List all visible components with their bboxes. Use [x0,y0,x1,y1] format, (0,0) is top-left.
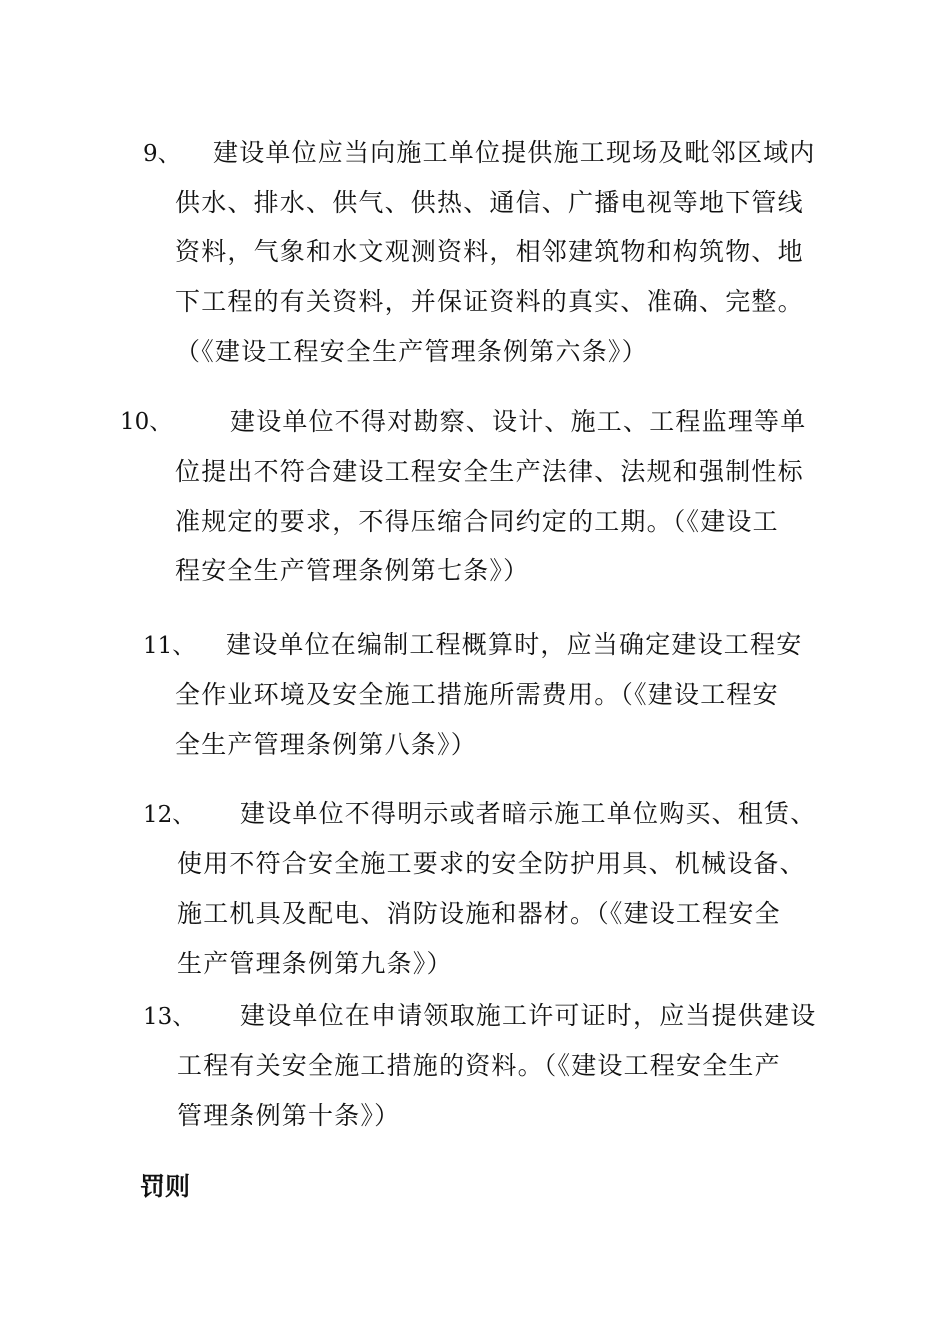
item-text-line: 下工程的有关资料，并保证资料的真实、准确、完整。 [175,287,804,316]
item-text-line: 程安全生产管理条例第七条》） [175,556,530,585]
item-text-line: 建设单位在申请领取施工许可证时，应当提供建设 [240,1001,817,1030]
item-text-line: 建设单位在编制工程概算时，应当确定建设工程安 [226,630,803,659]
item-text-line: 准规定的要求，不得压缩合同约定的工期。（《建设工 [175,507,779,536]
item-number: 9、 [143,141,181,167]
item-number: 10、 [120,409,173,435]
item-text-line: 供水、排水、供气、供热、通信、广播电视等地下管线 [175,188,804,217]
item-text-line: 建设单位应当向施工单位提供施工现场及毗邻区域内 [213,138,816,167]
item-text-line: 施工机具及配电、消防设施和器材。（《建设工程安全 [177,899,781,928]
item-text-line: 位提出不符合建设工程安全生产法律、法规和强制性标 [175,457,804,486]
item-text-line: 使用不符合安全施工要求的安全防护用具、机械设备、 [177,849,806,878]
item-text-line: 建设单位不得对勘察、设计、施工、工程监理等单 [230,407,807,436]
item-text-line: 生产管理条例第九条》） [177,949,453,978]
section-heading: 罚则 [140,1172,191,1201]
item-text-line: 资料，气象和水文观测资料，相邻建筑物和构筑物、地 [175,237,804,266]
item-number: 11、 [143,633,196,659]
item-text-line: 管理条例第十条》） [177,1101,401,1130]
item-text-line: 建设单位不得明示或者暗示施工单位购买、租赁、 [240,799,817,828]
item-text-line: 全作业环境及安全施工措施所需费用。（《建设工程安 [175,680,779,709]
item-text-line: 工程有关安全施工措施的资料。（《建设工程安全生产 [177,1051,781,1080]
item-number: 12、 [143,802,196,828]
item-number: 13、 [143,1004,196,1030]
item-text-line: （《建设工程安全生产管理条例第六条》） [175,337,648,366]
item-text-line: 全生产管理条例第八条》） [175,730,477,759]
